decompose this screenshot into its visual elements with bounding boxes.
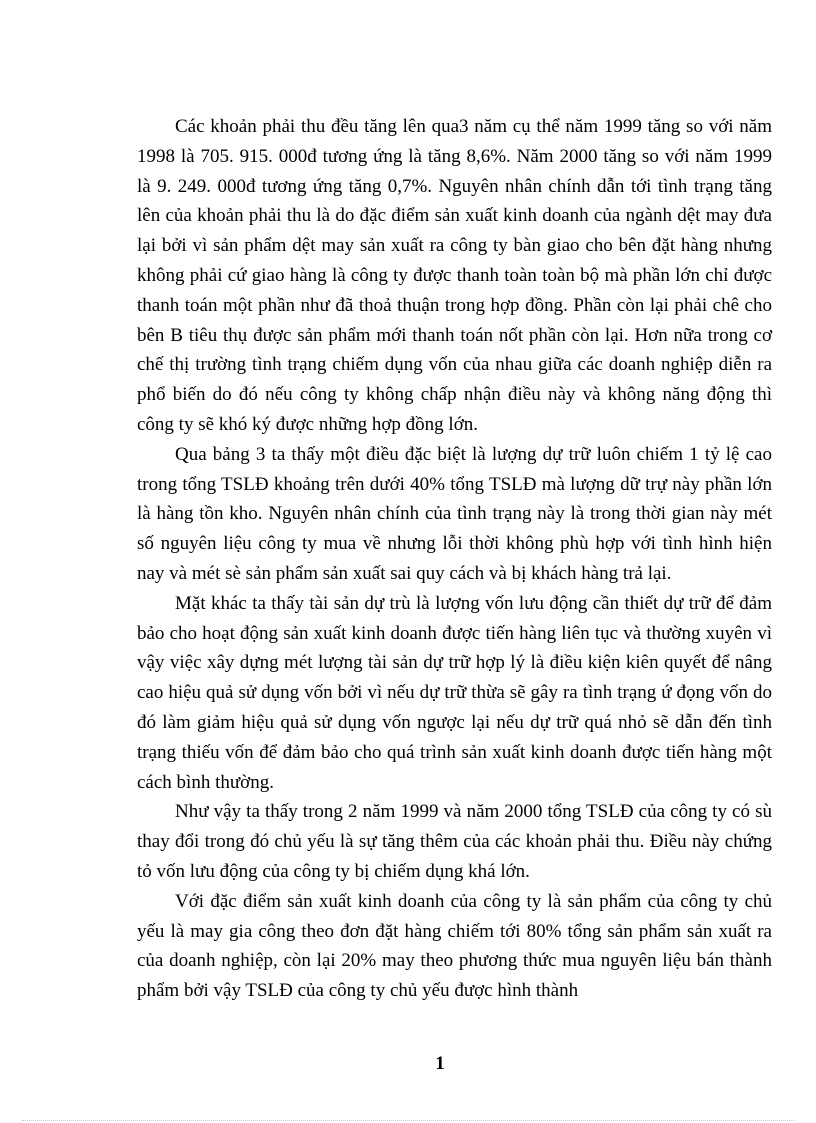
paragraph-production-characteristics: Với đặc điểm sản xuất kinh doanh của công ty là sản phẩm của công ty chủ yếu là may gia công theo đơn đặt hàng chiếm tới 80% tổng sản phẩm sản xuất ra của doanh nghiệp, còn lại 20% may theo phương thức mua nguyên liệu bán thành phẩm bởi vậy TSLĐ của công ty chủ yếu được hình thành	[137, 890, 772, 1002]
paragraph-inventory-reserve: Qua bảng 3 ta thấy một điều đặc biệt là lượng dự trữ luôn chiếm 1 tỷ lệ cao trong tổng TSLĐ khoảng trên dưới 40% tổng TSLĐ mà lượng dữ trự này phần lớn là hàng tồn kho. Nguyên nhân chính của tình trạng này là trong thời gian này mét số nguyên liệu công ty mua về nhưng lỗi thời không phù hợp với tình hình hiện nay và mét sè sản phẩm sản xuất sai quy cách và bị khách hàng trả lại.	[137, 443, 772, 584]
paragraph-receivables: Các khoản phải thu đều tăng lên qua3 năm cụ thể năm 1999 tăng so với năm 1998 là 705. 915. 000đ tương ứng là tăng 8,6%. Năm 2000 tăng so với năm 1999 là 9. 249. 000đ tương ứng tăng 0,7%. Nguyên nhân chính dẫn tới tình trạng tăng lên của khoản phải thu là do đặc điểm sản xuất kinh doanh của ngành dệt may đưa lại bởi vì sản phẩm dệt may sản xuất ra công ty bàn giao cho bên đặt hàng nhưng không phải cứ giao hàng là công ty được thanh toàn toàn bộ mà phần lớn chỉ được thanh toán một phần như đã thoả thuận trong hợp đồng. Phần còn lại phải chê cho bên B tiêu thụ được sản phẩm mới thanh toán nốt phần còn lại. Hơn nữa trong cơ chế thị trường tình trạng chiếm dụng vốn của nhau giữa các doanh nghiệp diễn ra phổ biến do đó nếu công ty không chấp nhận điều này và không năng động thì công ty sẽ khó ký được những hợp đồng lớn.	[137, 116, 772, 435]
paragraph-reserve-assets: Mặt khác ta thấy tài sản dự trù là lượng vốn lưu động cần thiết dự trữ để đảm bảo cho hoạt động sản xuất kinh doanh được tiến hàng liên tục và thường xuyên vì vậy việc xây dựng mét lượng tài sản dự trữ hợp lý là điều kiện kiên quyết để nâng cao hiệu quả sử dụng vốn bởi vì nếu dự trữ thừa sẽ gây ra tình trạng ứ đọng vốn do đó làm giảm hiệu quả sử dụng vốn ngược lại nếu dự trữ quá nhỏ sẽ dẫn đến tình trạng thiếu vốn để đảm bảo cho quá trình sản xuất kinh doanh được tiến hàng một cách bình thường.	[137, 592, 772, 793]
page-number: 1	[435, 1053, 445, 1074]
paragraph-tsld-change: Như vậy ta thấy trong 2 năm 1999 và năm 2000 tổng TSLĐ của công ty có sù thay đổi trong đó chủ yếu là sự tăng thêm của các khoản phải thu. Điều này chứng tỏ vốn lưu động của công ty bị chiếm dụng khá lớn.	[137, 801, 772, 882]
document-body	[137, 112, 772, 1006]
page-divider	[22, 1120, 794, 1121]
